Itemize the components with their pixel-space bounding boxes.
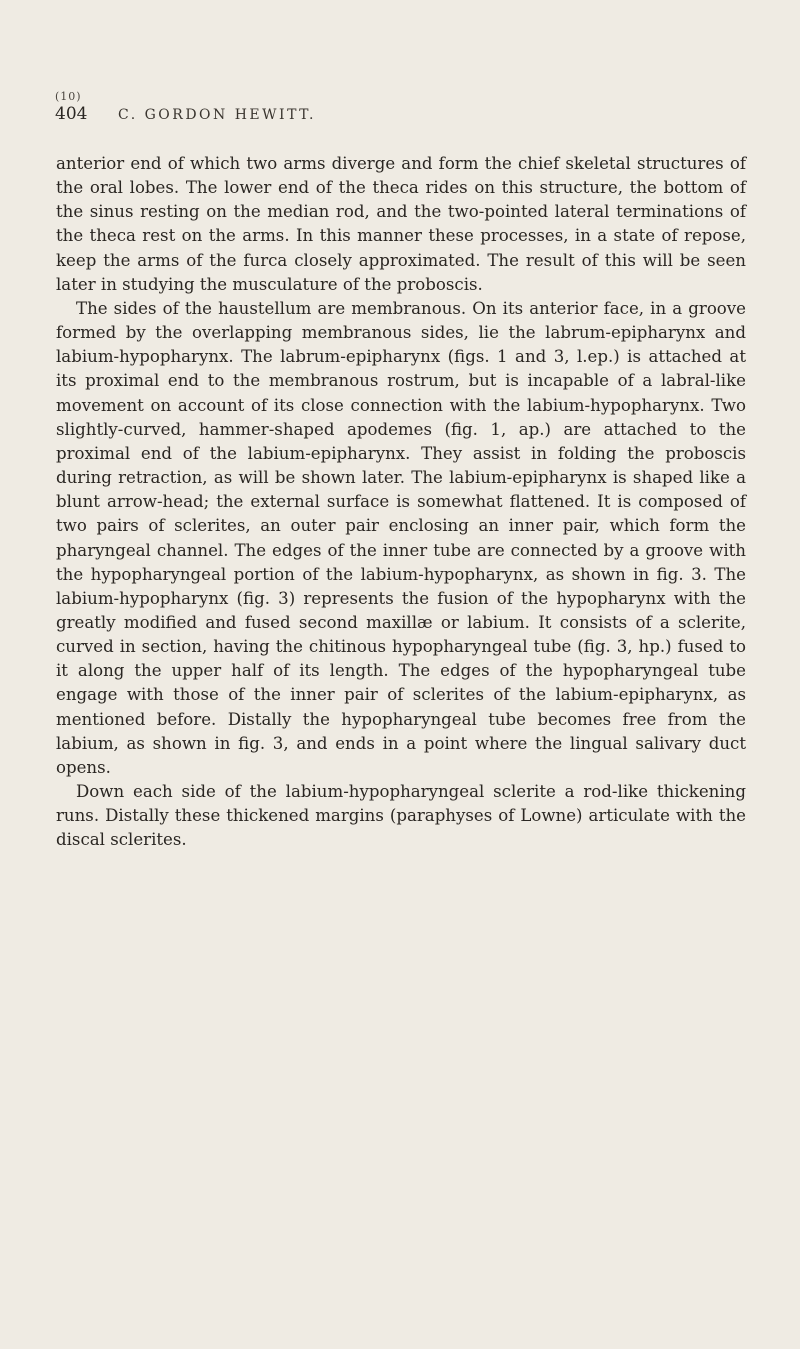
body-text xyxy=(56,152,746,853)
paragraph-3: Down each side of the labium-hypopharyngeal sclerite a rod-like thickening runs. Distally these thickened margins (paraphyses of Lowne) articulate with the discal sclerites. xyxy=(56,782,746,850)
paragraph-2: The sides of the haustellum are membranous. On its anterior face, in a groove formed by the overlapping membranous sides, lie the labrum-epipharynx and labium-hypopharynx. The labrum-epipharynx (figs. 1 and 3, l.ep.) is attached at its proximal end to the membranous rostrum, but is incapable of a labral-like movement on account of its close connection with the labium-hypopharynx. Two slightly-curved, hammer-shaped apodemes (fig. 1, ap.) are attached to the proximal end of the labium-epipharynx. They assist in folding the proboscis during retraction, as will be shown later. The labium-epipharynx is shaped like a blunt arrow-head; the external surface is somewhat flattened. It is composed of two pairs of sclerites, an outer pair enclosing an inner pair, which form the pharyngeal channel. The edges of the inner tube are connected by a groove with the hypopharyngeal portion of the labium-hypopharynx, as shown in fig. 3. The labium-hypopharynx (fig. 3) represents the fusion of the hypopharynx with the greatly modified and fused second maxillæ or labium. It consists of a sclerite, curved in section, having the chitinous hypopharyngeal tube (fig. 3, hp.) fused to it along the upper half of its length. The edges of the hypopharyngeal tube engage with those of the inner pair of sclerites of the labium-epipharynx, as mentioned before. Distally the hypopharyngeal tube becomes free from the labium, as shown in fig. 3, and ends in a point where the lingual salivary duct opens. xyxy=(56,298,746,777)
running-head: C. GORDON HEWITT. xyxy=(118,107,316,123)
folio-mark: (10) xyxy=(55,90,82,103)
page-number: 404 xyxy=(55,104,88,124)
paragraph-1: anterior end of which two arms diverge and form the chief skeletal structures of the oral lobes. The lower end of the theca rides on this structure, the bottom of the sinus resting on the median rod, and the two-pointed lateral terminations of the theca rest on the arms. In this manner these processes, in a state of repose, keep the arms of the furca closely approximated. The result of this will be seen later in studying the musculature of the proboscis. xyxy=(56,154,746,294)
